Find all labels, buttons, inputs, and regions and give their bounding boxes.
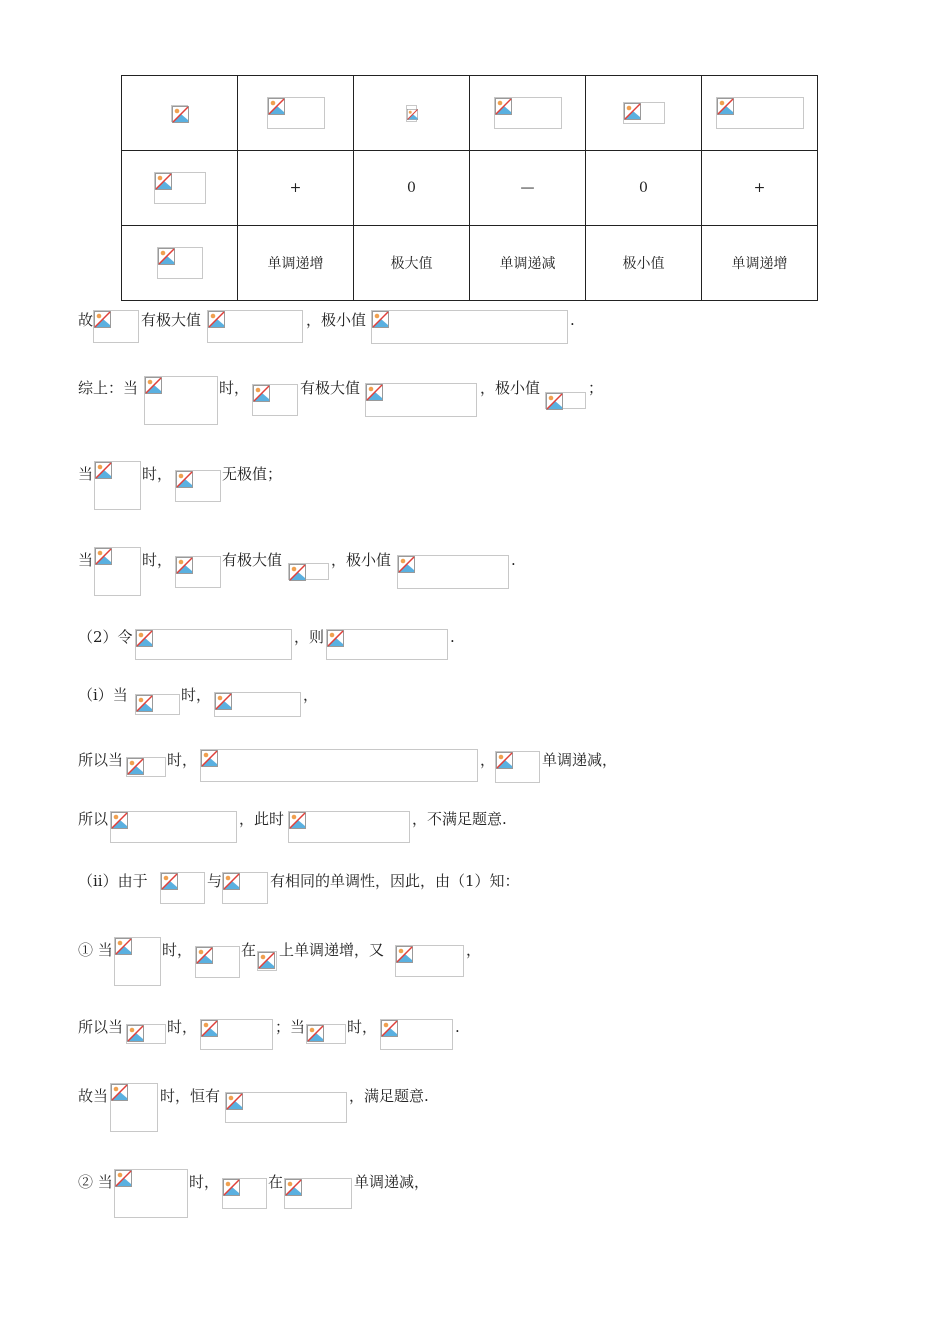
broken-image-icon (175, 470, 221, 502)
broken-image-icon (200, 749, 478, 782)
broken-image-icon (154, 172, 206, 204)
line-text: 时， (142, 551, 173, 569)
broken-image-icon (380, 1019, 453, 1050)
broken-image-icon (494, 97, 562, 129)
table-cell: 极小值 (586, 226, 702, 301)
broken-image-icon (126, 757, 166, 777)
broken-image-icon (495, 751, 540, 783)
broken-image-icon (257, 951, 277, 971)
broken-image-icon (175, 556, 221, 588)
table-cell (122, 151, 238, 226)
line-text: 有极大值 (141, 311, 202, 329)
line-text: 时， (167, 751, 198, 769)
line-text: 故 (78, 311, 94, 329)
line-text: （i）当 (78, 686, 128, 704)
table-row (122, 151, 818, 226)
variation-table (121, 75, 818, 301)
table-cell (470, 76, 586, 151)
line-text: ① 当 (78, 941, 113, 959)
table-cell: + (702, 151, 818, 226)
line-text: 所以当 (78, 751, 124, 769)
broken-image-icon (214, 692, 301, 717)
broken-image-icon (94, 547, 141, 596)
line-text: ， (303, 686, 319, 704)
broken-image-icon (252, 384, 298, 416)
line-text: 单调递减， (354, 1173, 430, 1191)
broken-image-icon (200, 1019, 273, 1050)
table-cell (122, 76, 238, 151)
line-text: . (511, 551, 516, 569)
line-text: ② 当 (78, 1173, 113, 1191)
line-text: 故当 (78, 1087, 109, 1105)
table-cell: + (238, 151, 354, 226)
line-text: （ii）由于 (78, 872, 148, 890)
line-text: ，极小值 (480, 379, 541, 397)
broken-image-icon (171, 105, 188, 122)
line-text: 有极大值 (300, 379, 361, 397)
line-text: ， (480, 751, 496, 769)
table-cell (238, 76, 354, 151)
table-cell: 0 (586, 151, 702, 226)
table-row (122, 226, 818, 301)
broken-image-icon (288, 563, 329, 580)
table-cell (586, 76, 702, 151)
broken-image-icon (135, 629, 292, 660)
line-text: 有极大值 (222, 551, 283, 569)
broken-image-icon (397, 555, 509, 589)
line-text: （2）令 (78, 628, 133, 646)
broken-image-icon (157, 247, 203, 279)
table-cell (354, 76, 470, 151)
broken-image-icon (267, 97, 325, 129)
line-text: 当 (78, 465, 94, 483)
line-text: 上单调递增，又 (279, 941, 385, 959)
line-text: 时， (167, 1018, 198, 1036)
broken-image-icon (93, 310, 139, 343)
broken-image-icon (110, 811, 237, 843)
line-text: 与 (207, 872, 223, 890)
line-text: 时， (347, 1018, 378, 1036)
broken-image-icon (306, 1024, 346, 1044)
broken-image-icon (144, 376, 218, 425)
line-text: ， (466, 941, 482, 959)
broken-image-icon (284, 1178, 352, 1209)
table-cell: 极大值 (354, 226, 470, 301)
table-cell: — (470, 151, 586, 226)
line-text: ，不满足题意. (412, 810, 507, 828)
broken-image-icon (222, 872, 268, 904)
broken-image-icon (110, 1083, 158, 1132)
broken-image-icon (716, 97, 804, 129)
line-text: . (450, 628, 455, 646)
line-text: ，此时 (239, 810, 285, 828)
line-text: ，满足题意. (349, 1087, 429, 1105)
line-text: 时， (219, 379, 250, 397)
line-text: . (455, 1018, 460, 1036)
broken-image-icon (406, 105, 417, 122)
table-cell: 单调递增 (702, 226, 818, 301)
broken-image-icon (365, 383, 477, 417)
line-text: 时， (181, 686, 212, 704)
line-text: 在 (268, 1173, 284, 1191)
broken-image-icon (225, 1092, 347, 1123)
line-text: 在 (241, 941, 257, 959)
broken-image-icon (371, 310, 568, 344)
broken-image-icon (160, 872, 205, 904)
line-text: 当 (78, 551, 94, 569)
line-text: ，极小值 (306, 311, 367, 329)
line-text: ，极小值 (331, 551, 392, 569)
broken-image-icon (326, 629, 448, 660)
broken-image-icon (114, 1169, 188, 1218)
line-text: ；当 (275, 1018, 306, 1036)
line-text: ； (588, 379, 604, 397)
broken-image-icon (94, 461, 141, 510)
broken-image-icon (195, 946, 240, 978)
line-text: 所以 (78, 810, 109, 828)
broken-image-icon (135, 694, 180, 715)
line-text: 时， (142, 465, 173, 483)
broken-image-icon (395, 945, 464, 977)
line-text: 综上：当 (78, 379, 139, 397)
line-text: 时， (162, 941, 193, 959)
table-cell (122, 226, 238, 301)
broken-image-icon (288, 811, 410, 843)
line-text: 无极值； (222, 465, 283, 483)
line-text: 所以当 (78, 1018, 124, 1036)
line-text: 时， (189, 1173, 220, 1191)
broken-image-icon (207, 310, 303, 343)
table-cell: 单调递减 (470, 226, 586, 301)
broken-image-icon (623, 102, 665, 124)
table-cell: 0 (354, 151, 470, 226)
broken-image-icon (545, 392, 586, 409)
line-text: ，则 (294, 628, 325, 646)
table-cell (702, 76, 818, 151)
broken-image-icon (222, 1178, 267, 1209)
table-row (122, 76, 818, 151)
line-text: 有相同的单调性，因此，由（1）知： (270, 872, 520, 890)
line-text: . (570, 311, 575, 329)
broken-image-icon (126, 1024, 166, 1044)
broken-image-icon (114, 937, 161, 986)
line-text: 时，恒有 (160, 1087, 221, 1105)
table-cell: 单调递增 (238, 226, 354, 301)
line-text: 单调递减， (542, 751, 618, 769)
